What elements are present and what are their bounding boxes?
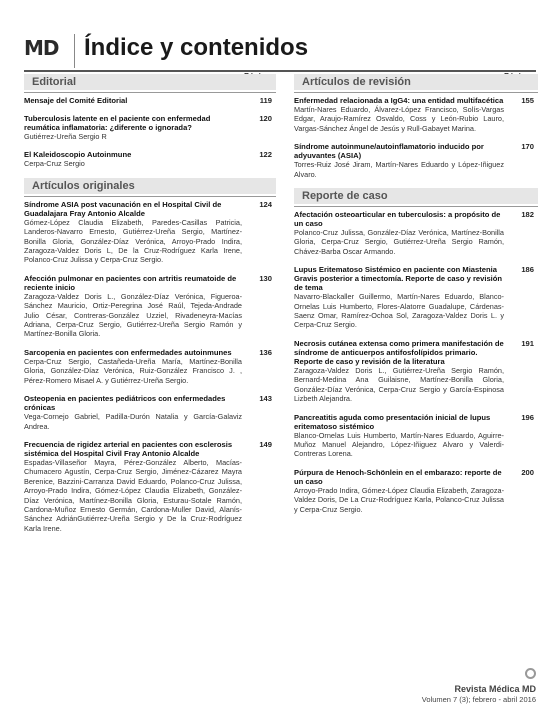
caso-list — [294, 210, 538, 514]
entry-page-number: 120 — [259, 114, 272, 123]
toc-entry[interactable] — [24, 440, 276, 533]
entry-title: Enfermedad relacionada a IgG4: una entidad multifacética — [294, 96, 504, 105]
entry-authors: Gómez-López Claudia Elizabeth, Paredes-Casillas Patricia, Landeros-Navarro Ernesto, Gutiérrez-Ureña Sergio, Martínez-Bonilla Gloria, González-Díaz Verónica, Arroyo-Prado Indira, Zaragoza-Valdez Doris L, De la Cruz-Rodríguez Karla Irene, Polanco-Cruz Julissa y Cerpa-Cruz Sergio. — [24, 217, 242, 265]
entry-authors: Arroyo-Prado Indira, Gómez-López Claudia Elizabeth, Zaragoza-Valdez Doris, De La Cruz-Rodríguez Karla, Polanco-Cruz Julissa y Cerpa-Cruz Sergio. — [294, 485, 504, 514]
entry-page-number: 170 — [521, 142, 534, 152]
page-footer — [422, 684, 536, 704]
entry-title: Síndrome ASIA post vacunación en el Hospital Civil de Guadalajara Fray Antonio Alcalde — [24, 199, 222, 218]
entry-authors: Martín-Nares Eduardo, Álvarez-López Francisco, Solís-Vargas Edgar, Araujo-Ramírez Osvaldo, Coss y León-Rubio Lauro, Vargas-Sánchez Ángel de Jesús y Rull-Gabayet Marina. — [294, 105, 504, 133]
entry-title: Mensaje del Comité Editorial — [24, 96, 128, 105]
entry-page-number: 124 — [259, 199, 272, 209]
toc-entry[interactable] — [294, 96, 538, 133]
left-column — [24, 74, 276, 542]
journal-logo — [24, 36, 72, 66]
toc-entry[interactable] — [24, 114, 276, 141]
entry-title: Frecuencia de rigidez arterial en pacientes con esclerosis sistémica del Hospital Civil Fray Antonio Alcalde — [24, 439, 233, 458]
entry-authors: Cerpa-Cruz Sergio, Castañeda-Ureña María, Martínez-Bonilla Gloria, González-Díaz Verónica, Ruiz-González Francisco J. , Pérez-Romero Misael A. y Gutiérrez-Ureña Sergio. — [24, 356, 242, 385]
page-header — [24, 34, 536, 68]
entry-authors: Vega-Cornejo Gabriel, Padilla-Durón Natalia y García-Galaviz Andrea. — [24, 412, 242, 431]
entry-page-number: 182 — [521, 210, 534, 220]
toc-entry[interactable] — [24, 348, 276, 385]
entry-page-number: 200 — [521, 467, 534, 477]
entry-page-number: 136 — [259, 347, 272, 357]
toc-entry[interactable] — [24, 274, 276, 339]
originales-list — [24, 200, 276, 533]
header-divider — [74, 34, 75, 68]
entry-authors: Polanco-Cruz Julissa, González-Díaz Verónica, Martínez-Bonilla Gloria, Cerpa-Cruz Sergio, Gutiérrez-Ureña Sergio Ramón, Chávez-Barba Oscar Armando. — [294, 228, 504, 256]
entry-page-number: 191 — [521, 338, 534, 348]
entry-title: Síndrome autoinmune/autoinflamatorio inducido por adyuvantes (ASIA) — [294, 142, 484, 161]
entry-authors: Blanco-Ornelas Luis Humberto, Martín-Nares Eduardo, Aguirre-Muñoz Manuel Alejandro, López-Iñiguez Alvaro y Valerdi-Contreras Lorena. — [294, 430, 504, 459]
entry-title: Pancreatitis aguda como presentación inicial de lupus eritematoso sistémico — [294, 412, 491, 431]
header-rule — [24, 70, 536, 72]
section-heading-revision: Artículos de revisión — [294, 74, 538, 90]
entry-authors: Zaragoza-Valdez Doris L., Gutiérrez-Ureña Sergio Ramón, Bernard-Medina Ana Guilaisne, Martínez-Bonilla Gloria, González-Díaz Verónica, Cerpa-Cruz Sergio y García-Espinosa Lizbeth Alejandra. — [294, 365, 504, 404]
section-heading-originales: Artículos originales — [24, 178, 276, 194]
entry-title: Afección pulmonar en pacientes con artritis reumatoide de reciente inicio — [24, 273, 237, 292]
entry-page-number: 143 — [259, 394, 272, 404]
right-column — [294, 74, 538, 523]
entry-page-number: 122 — [259, 150, 272, 160]
footer-volume: Volumen 7 (3); febrero - abril 2016 — [421, 695, 536, 704]
toc-entry[interactable] — [24, 200, 276, 265]
journal-mark-icon — [525, 668, 536, 679]
toc-entry[interactable] — [294, 339, 538, 404]
entry-title: Púrpura de Henoch-Schönlein en el embarazo: reporte de un caso — [294, 467, 502, 486]
entry-authors: Navarro-Blackaller Guillermo, Martín-Nares Eduardo, Blanco-Ornelas Luis Humberto, Flores-Alatorre Guadalupe, Cárdenas-Saenz Omar, Ramírez-Ochoa Sol, Zaragoza-Valdez Doris L. y Cerpa-Cruz Sergio. — [294, 292, 504, 330]
entry-page-number: 196 — [521, 412, 534, 422]
entry-authors: Espadas-Villaseñor Mayra, Pérez-González Alberto, Macías-Chumacero Agustín, Cerpa-Cruz Sergio, Jiménez-Cázarez Mayra Berenice, Bazzini-Carranza David Eduardo, Polanco-Cruz Julissa, Arroyo-Prado Indira, Gómez-López Claudia Elizabeth, González-Díaz Verónica, Martínez-Bonilla Gloria, Esturau-Sotale Ramón, Cardona-Muñoz Ernesto Germán, Cardona-Muller David, Alanís-Sánchez AdriánGutiérrez-Ureña Sergio y De la Cruz-Rodríguez Karla Irene. — [24, 457, 242, 533]
toc-entry[interactable] — [24, 150, 276, 168]
editorial-list — [24, 96, 276, 169]
entry-authors: Torres-Ruiz José Jiram, Martín-Nares Eduardo y López-Iñiguez Alvaro. — [294, 160, 504, 179]
toc-entry[interactable] — [24, 394, 276, 431]
entry-page-number: 119 — [259, 96, 272, 105]
entry-title: Lupus Eritematoso Sistémico en paciente con Miastenia Gravis posterior a timectomía. Reporte de caso y revisión de tema — [294, 265, 503, 293]
entry-page-number: 130 — [259, 273, 272, 283]
entry-page-number: 155 — [521, 96, 534, 105]
entry-authors: Zaragoza-Valdez Doris L., González-Díaz Verónica, Figueroa-Sánchez Mauricio, Ortiz-Peregrina José Raúl, Tejeda-Andrade Julio César, Contreras-González Uzziel, Rivadeneyra-Macías Adriana, Cerpa-Cruz Sergio, Gutiérrez-Ureña Sergio Ramón y Martínez-Bonilla Gloria. — [24, 291, 242, 339]
entry-authors: Gutiérrez-Ureña Sergio R — [24, 132, 107, 141]
toc-entry[interactable] — [24, 96, 276, 105]
toc-entry[interactable] — [294, 210, 538, 256]
toc-entry[interactable] — [294, 142, 538, 179]
footer-journal: Revista Médica MD — [454, 684, 536, 694]
section-heading-editorial: Editorial — [24, 74, 276, 90]
section-heading-caso: Reporte de caso — [294, 188, 538, 204]
page-title: Índice y contenidos — [84, 34, 309, 61]
entry-title: Sarcopenia en pacientes con enfermedades autoinmunes — [24, 347, 232, 357]
toc-entry[interactable] — [294, 468, 538, 514]
entry-page-number: 149 — [259, 439, 272, 449]
entry-page-number: 186 — [521, 265, 534, 275]
entry-title: Tuberculosis latente en el paciente con enfermedad reumática inflamatoria: ¿diferente o ignorada? — [24, 114, 211, 132]
entry-title: Osteopenia en pacientes pediátricos con enfermedades crónicas — [24, 394, 226, 413]
entry-title: El Kaleidoscopio Autoinmune — [24, 150, 132, 160]
entry-title: Necrosis cutánea extensa como primera manifestación de síndrome de anticuerpos antifosfolípidos primario. Reporte de caso y revisión de la literatura — [294, 338, 504, 366]
entry-authors: Cerpa-Cruz Sergio — [24, 159, 85, 169]
toc-entry[interactable] — [294, 413, 538, 459]
toc-entry[interactable] — [294, 265, 538, 330]
entry-title: Afectación osteoarticular en tuberculosis: a propósito de un caso — [294, 210, 501, 229]
revision-list — [294, 96, 538, 179]
logo-text: MD — [24, 36, 59, 60]
